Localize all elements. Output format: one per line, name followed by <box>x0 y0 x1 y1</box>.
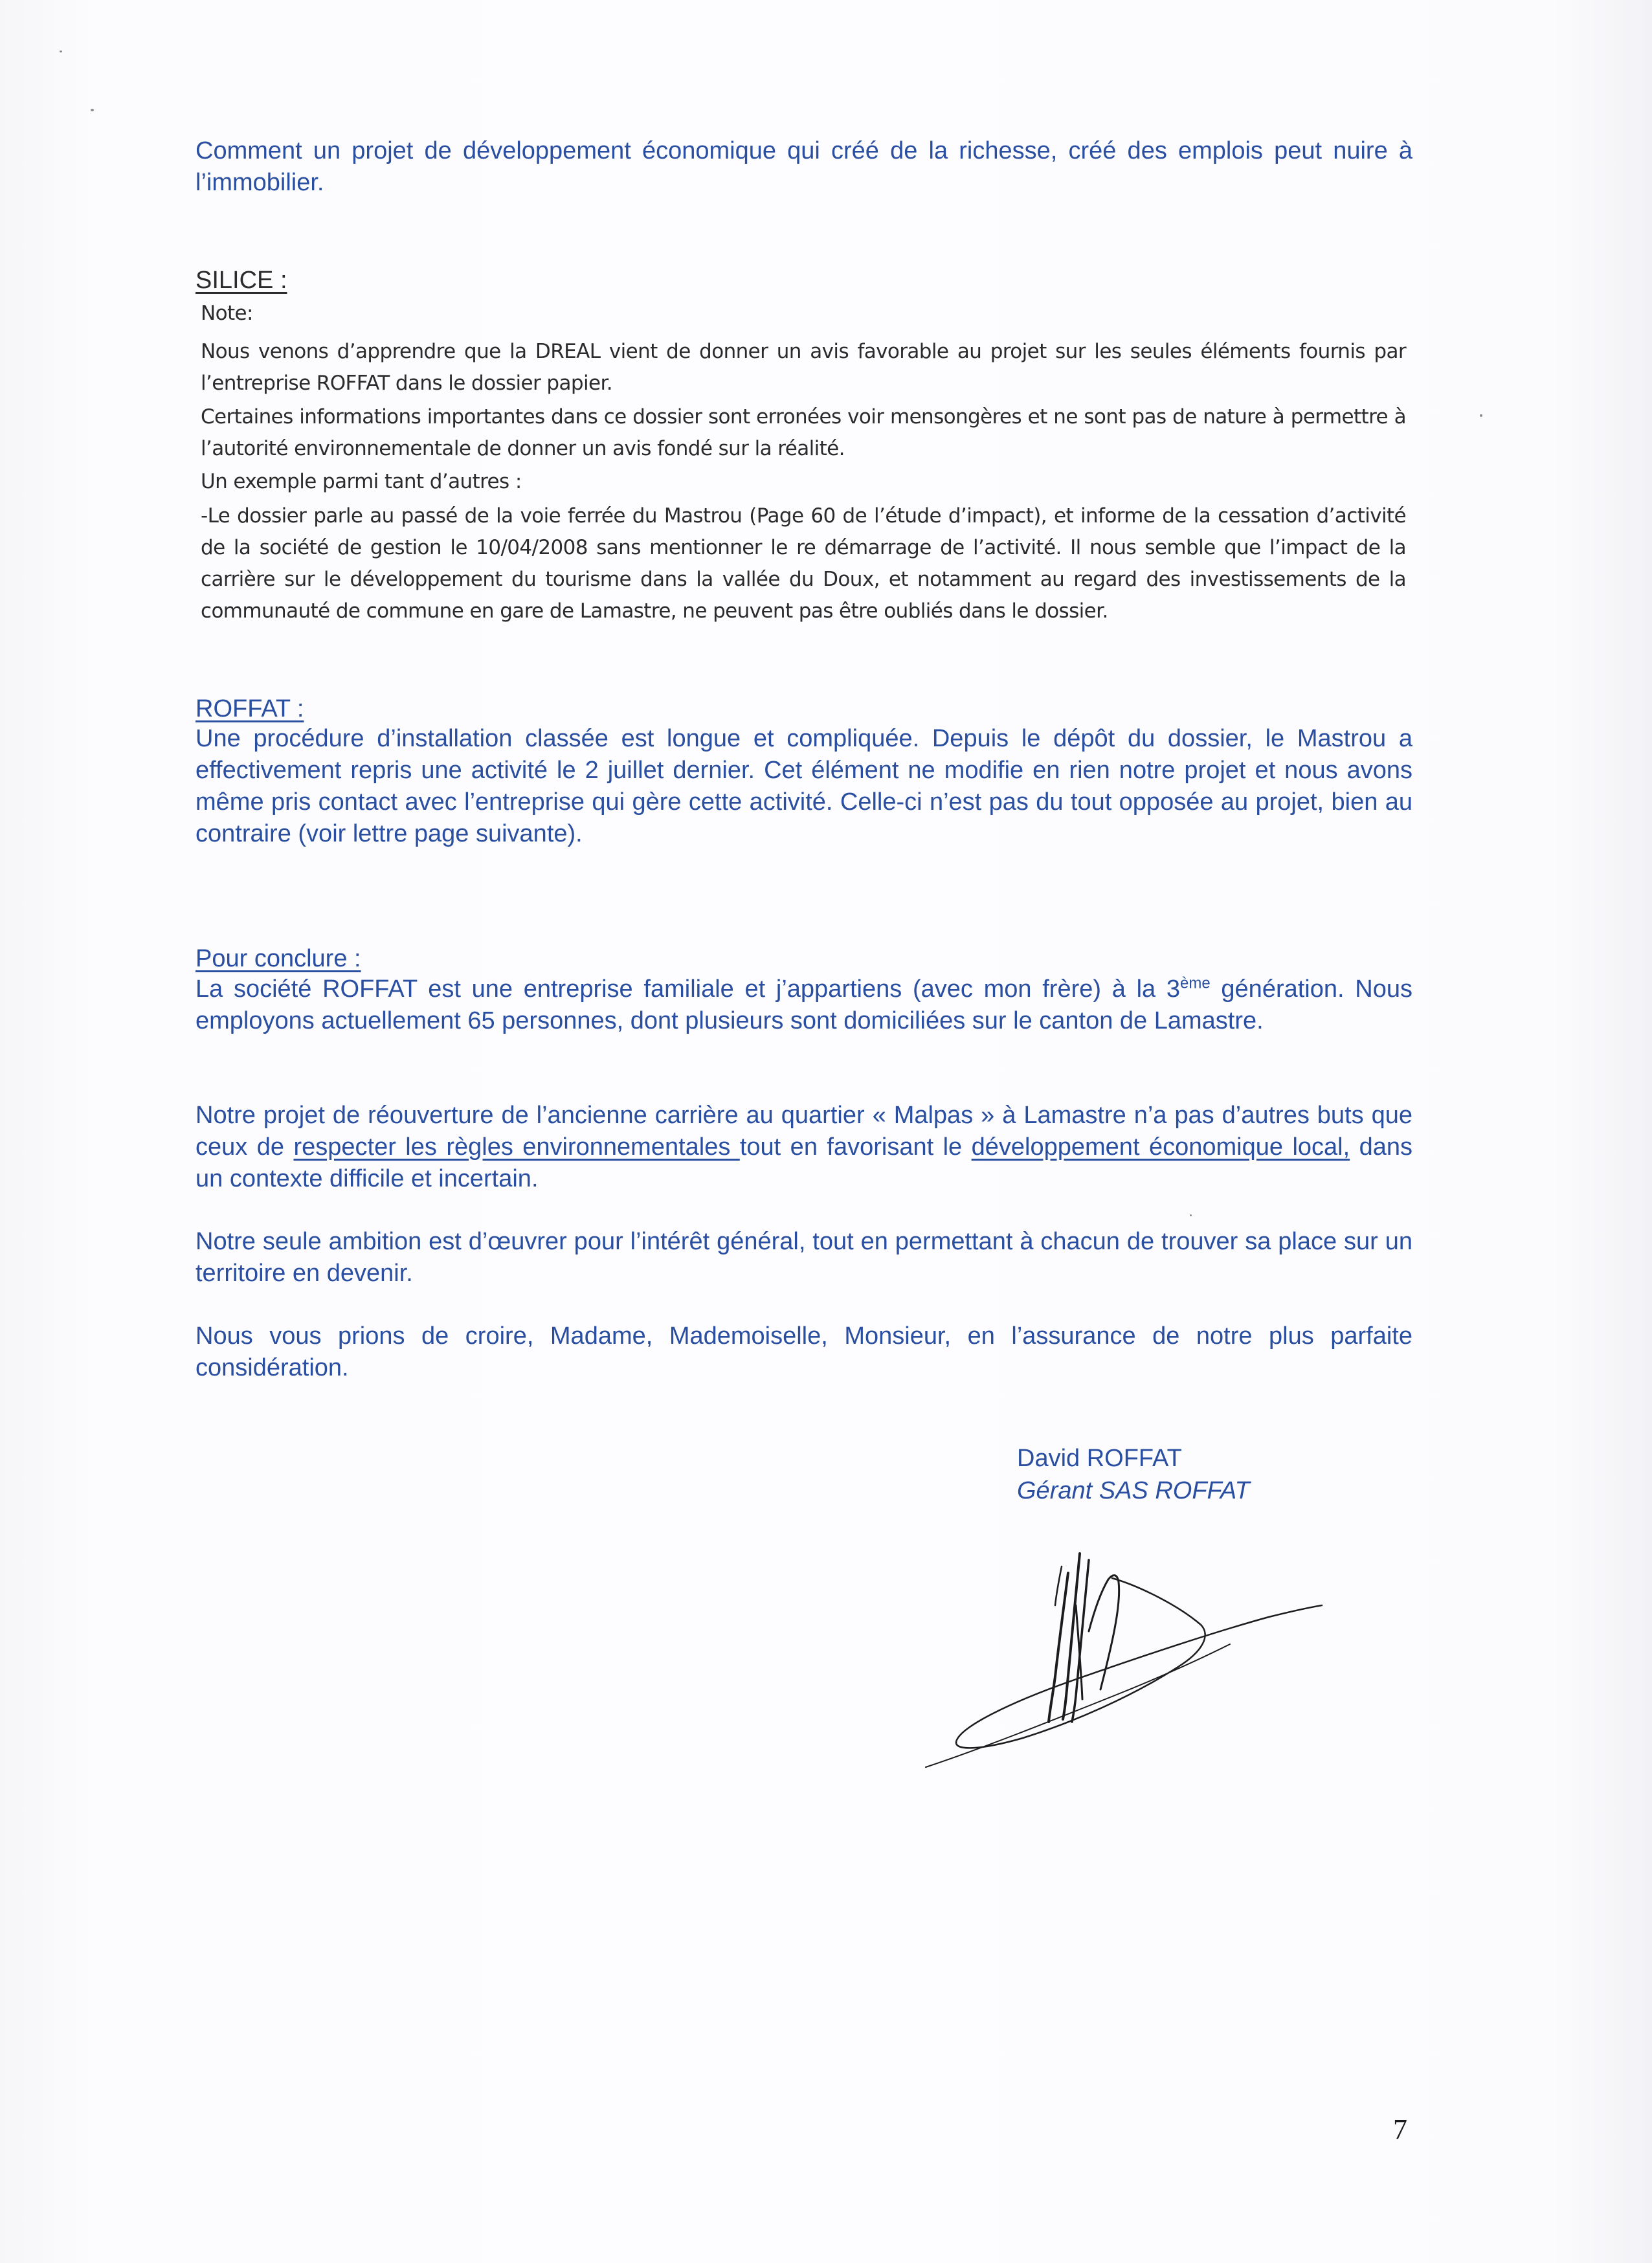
underlined-phrase-economic: développement économique local, <box>971 1133 1350 1161</box>
conclusion-heading: Pour conclure : <box>195 945 361 972</box>
silice-paragraph-3: Un exemple parmi tant d’autres : <box>201 470 522 493</box>
conclusion-paragraph-4: Nous vous prions de croire, Madame, Mademoiselle, Monsieur, en l’assurance de notre plus parfaite considération. <box>195 1322 1412 1381</box>
silice-paragraph-4: -Le dossier parle au passé de la voie ferrée du Mastrou (Page 60 de l’étude d’impact), et informe de la cessation d’activité de la société de gestion le 10/04/2008 sans mentionner le re démarrage de l’activité. Il nous semble que l’impact de la carrière sur le développement du tourisme dans la vallée du Doux, et notamment au regard des investissements de la communauté de commune en gare de Lamastre, ne peuvent pas être oubliés dans le dossier. <box>201 504 1406 623</box>
scan-speck <box>91 109 94 111</box>
roffat-heading: ROFFAT : <box>195 695 304 722</box>
conclusion-p1-text: La société ROFFAT est une entreprise familiale et j’appartiens (avec mon frère) à la 3 <box>195 975 1181 1003</box>
conclusion-paragraph-2 <box>195 1100 1412 1195</box>
conclusion-p1-text-end: génération. Nous employons actuellement 65 personnes, dont plusieurs sont domiciliées sur le canton de Lamastre. <box>195 975 1412 1034</box>
conclusion-p2-text-end: dans un contexte difficile et incertain. <box>195 1133 1413 1192</box>
silice-paragraph-1: Nous venons d’apprendre que la DREAL vient de donner un avis favorable au projet sur les seules éléments fournis par l’entreprise ROFFAT dans le dossier papier. <box>201 340 1406 395</box>
roffat-paragraph: Une procédure d’installation classée est longue et compliquée. Depuis le dépôt du dossier, le Mastrou a effectivement repris une activité le 2 juillet dernier. Cet élément ne modifie en rien notre projet et nous avons même pris contact avec l’entreprise qui gère cette activité. Celle-ci n’est pas du tout opposée au projet, bien au contraire (voir lettre page suivante). <box>195 725 1412 847</box>
ordinal-superscript: ème <box>1180 974 1211 992</box>
conclusion-p2-text-mid: tout en favorisant le <box>739 1133 972 1161</box>
scan-speck <box>60 50 62 52</box>
signatory-title: Gérant SAS ROFFAT <box>1017 1477 1250 1504</box>
page-number: 7 <box>1393 2113 1407 2145</box>
silice-note-label: Note: <box>201 302 253 325</box>
intro-paragraph: Comment un projet de développement économique qui créé de la richesse, créé des emplois peut nuire à l’immobilier. <box>195 137 1412 196</box>
scan-speck <box>1190 1214 1192 1216</box>
conclusion-paragraph-1 <box>195 974 1412 1037</box>
conclusion-paragraph-3: Notre seule ambition est d’œuvrer pour l’intérêt général, tout en permettant à chacun de trouver sa place sur un territoire en devenir. <box>195 1228 1412 1287</box>
underlined-phrase-environment: respecter les règles environnementales <box>293 1133 740 1161</box>
scan-speck <box>1480 414 1482 417</box>
conclusion-p2-text: Notre projet de réouverture de l’ancienne carrière au quartier « Malpas » à Lamastre n’a pas d’autres buts que ceux de <box>195 1102 1412 1161</box>
signatory-name: David ROFFAT <box>1017 1445 1182 1472</box>
handwritten-signature <box>906 1534 1334 1780</box>
silice-heading: SILICE : <box>195 267 287 294</box>
silice-paragraph-2: Certaines informations importantes dans ce dossier sont erronées voir mensongères et ne sont pas de nature à permettre à l’autorité environnementale de donner un avis fondé sur la réalité. <box>201 405 1406 460</box>
signature-block <box>1017 1442 1250 1507</box>
